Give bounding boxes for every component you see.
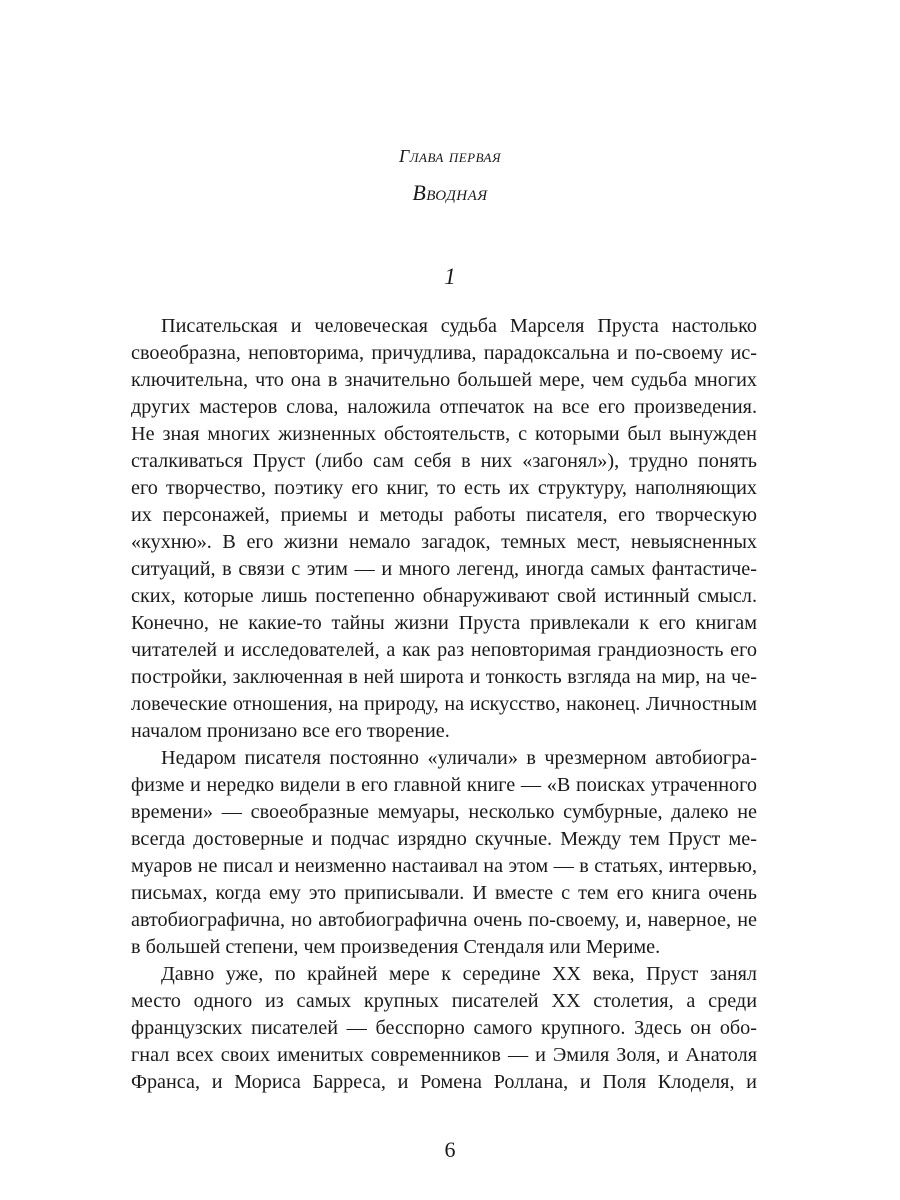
text-line: Франса, и Мориса Барреса, и Ромена Роллана, и Поля Клоделя, и (131, 1071, 757, 1093)
page-number: 6 (444, 1137, 456, 1162)
text-line: ситуаций, в связи с этим — и много легенд, иногда самых фантастиче- (131, 558, 757, 580)
text-line: времени» — своеобразные мемуары, несколько сумбурные, далеко не (131, 801, 757, 823)
text-line: «кухню». В его жизни немало загадок, темных мест, невыясненных (131, 531, 757, 553)
text-line: французских писателей — бесспорно самого крупного. Здесь он обо- (131, 1017, 757, 1039)
chapter-title: Вводная (412, 180, 488, 205)
text-line: письмах, когда ему это приписывали. И вместе с тем его книга очень (131, 882, 757, 904)
text-line: постройки, заключенная в ней широта и тонкость взгляда на мир, на че- (131, 666, 757, 688)
chapter-label: Глава первая (398, 146, 502, 166)
text-line: ловеческие отношения, на природу, на искусство, наконец. Личностным (131, 693, 757, 715)
text-line: Писательская и человеческая судьба Марселя Пруста настолько (161, 315, 757, 337)
text-line: в большей степени, чем произведения Стендаля или Мериме. (131, 936, 661, 958)
text-line: началом пронизано все его творение. (131, 720, 450, 742)
text-line: Недаром писателя постоянно «уличали» в чрезмерном автобиогра- (161, 747, 757, 769)
text-line: место одного из самых крупных писателей XX столетия, а среди (131, 990, 757, 1012)
text-line: муаров не писал и неизменно настаивал на этом — в статьях, интервью, (131, 855, 757, 877)
text-line: сталкиваться Пруст (либо сам себя в них «загонял»), трудно понять (131, 450, 757, 472)
text-line: ключительна, что она в значительно большей мере, чем судьба многих (131, 369, 757, 391)
section-number: 1 (444, 264, 456, 289)
text-line: своеобразна, неповторима, причудлива, парадоксальна и по-своему ис- (131, 342, 757, 364)
text-line: автобиографична, но автобиографична очень по-своему, и, наверное, не (131, 909, 757, 931)
text-line: читателей и исследователей, а как раз неповторимая грандиозность его (131, 639, 757, 661)
text-line: его творчество, поэтику его книг, то есть их структуру, наполняющих (131, 477, 757, 499)
text-line: Конечно, не какие-то тайны жизни Пруста привлекали к его книгам (131, 612, 757, 634)
text-line: гнал всех своих именитых современников — и Эмиля Золя, и Анатоля (131, 1044, 757, 1066)
text-line: ских, которые лишь постепенно обнаруживают свой истинный смысл. (131, 585, 757, 607)
text-line: всегда достоверные и подчас изрядно скучные. Между тем Пруст ме- (131, 828, 757, 850)
text-line: их персонажей, приемы и методы работы писателя, его творческую (131, 504, 757, 526)
text-line: физме и нередко видели в его главной книге — «В поисках утраченного (131, 774, 757, 796)
text-line: Давно уже, по крайней мере к середине XX века, Пруст занял (161, 963, 757, 985)
text-line: других мастеров слова, наложила отпечаток на все его произведения. (131, 396, 757, 418)
text-line: Не зная многих жизненных обстоятельств, с которыми был вынужден (131, 423, 757, 445)
body-text (131, 313, 757, 1096)
